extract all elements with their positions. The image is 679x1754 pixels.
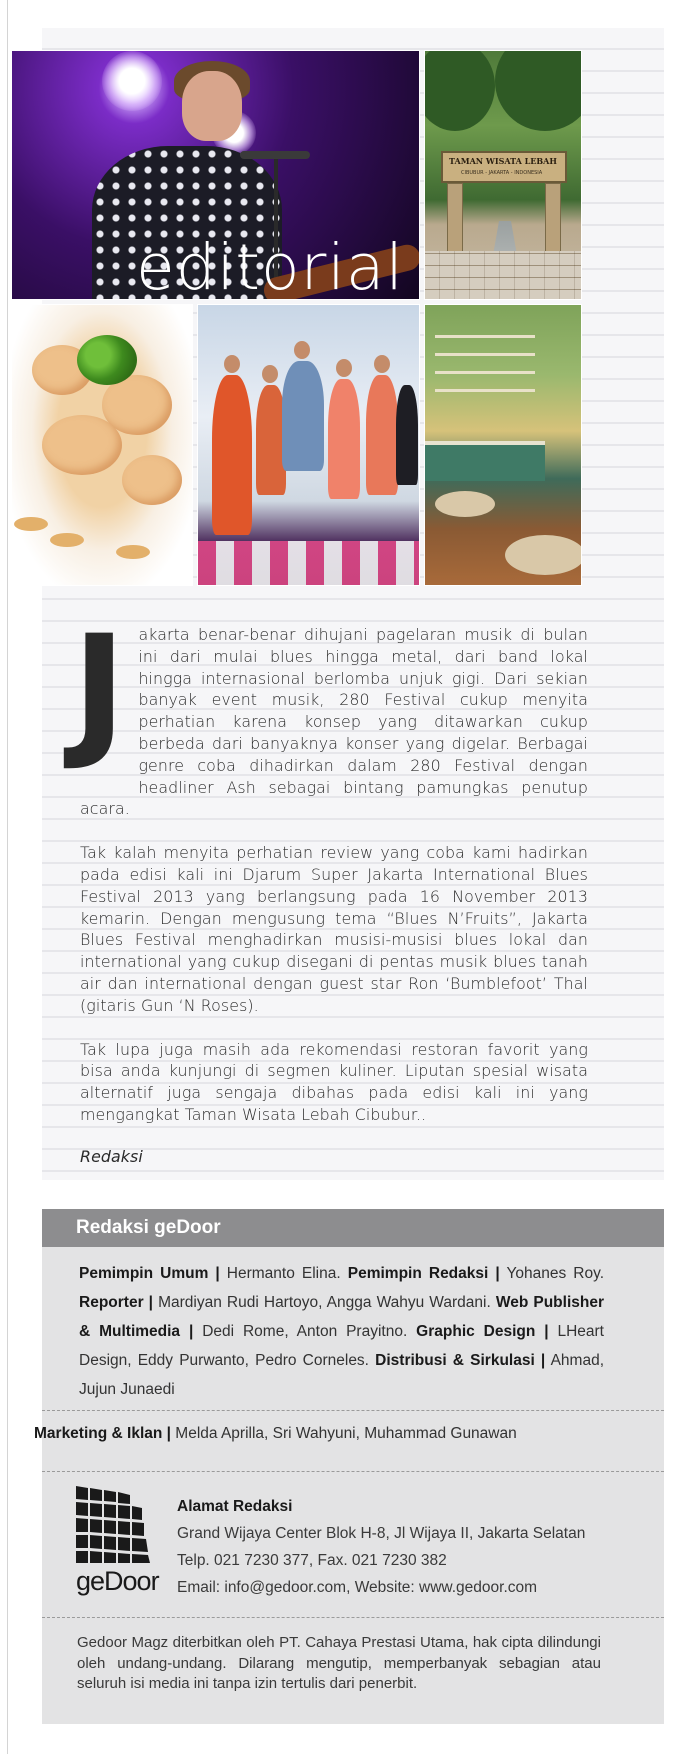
cafe-table xyxy=(505,535,582,575)
model-head xyxy=(294,341,310,359)
article-paragraph-1-text: akarta benar-benar dihujani pagelaran musik di bulan ini dari mulai blues hingga metal, dari band lokal hingga internasional berlomba unjuk gigi. Dari sekian banyak event musik, 280 Festival cukup menyita perhatian karena konsep yang ditawarkan cukup berbeda dari banyaknya konser yang digelar. Berbagai genre coba dihadirkan dalam 280 Festival dengan headliner Ash sebagai bintang pamungkas penutup acara. xyxy=(80,625,588,819)
credit-names: Dedi Rome, Anton Prayitno. xyxy=(202,1323,408,1340)
gedoor-logo-text: geDoor xyxy=(76,1566,159,1596)
model-head xyxy=(262,365,278,383)
credit-names: Ahmad, Jujun Junaedi xyxy=(79,1352,604,1398)
gedoor-logo-grid-icon xyxy=(76,1486,156,1564)
almond-slice xyxy=(116,545,150,559)
cafe-interior-photo xyxy=(424,304,582,586)
pavement xyxy=(425,251,582,300)
credit-names: Yohanes Roy. xyxy=(506,1265,605,1282)
model-coral-dress xyxy=(328,379,360,499)
singer-head xyxy=(182,71,242,141)
almond-slice xyxy=(14,517,48,531)
credit-role: Reporter | xyxy=(79,1294,154,1311)
shrimp xyxy=(42,415,122,475)
cafe-table xyxy=(435,491,495,517)
page-edge-line xyxy=(7,0,8,1754)
dotted-divider xyxy=(42,1471,664,1472)
phone-fax-line: Telp. 021 7230 377, Fax. 021 7230 382 xyxy=(177,1552,447,1569)
gate-pillar xyxy=(447,183,463,253)
model-head xyxy=(336,359,352,377)
stage-spotlight xyxy=(102,51,162,111)
microphone xyxy=(240,151,310,159)
food-photo xyxy=(11,304,193,586)
tree xyxy=(495,50,582,131)
dotted-divider xyxy=(42,1617,664,1618)
almond-slice xyxy=(50,533,84,547)
article-paragraph-3: Tak lupa juga masih ada rekomendasi restoran favorit yang bisa anda kunjungi di segmen kuliner. Liputan spesial wisata alternatif juga sengaja dibahas pada edisi kali ini yang mengangkat Taman Wisata Lebah Cibubur.. xyxy=(80,1039,588,1124)
editorial-article xyxy=(72,604,588,1168)
email-website-line: Email: info@gedoor.com, Website: www.gedoor.com xyxy=(177,1579,538,1596)
article-paragraph-2: Tak kalah menyita perhatian review yang coba kami hadirkan pada edisi kali ini Djarum Super Jakarta International Blues Festival 2013 yang berlangsung pada 16 November 2013 kemarin. Dengan mengusung tema “Blues N’Fruits”, Jakarta Blues Festival menghadirkan musisi-musisi blues lokal dan international yang cukup disegani di pentas musik blues tanah air dan international dengan guest star Ron ‘Bumblefoot’ Thal (gitaris Gun ‘N Roses). xyxy=(80,843,588,1015)
model-orange-dress xyxy=(212,375,252,535)
address-heading: Alamat Redaksi xyxy=(177,1498,293,1515)
parsley-garnish xyxy=(77,335,137,385)
redaksi-title: Redaksi geDoor xyxy=(76,1217,221,1238)
credit-role: Graphic Design | xyxy=(416,1323,549,1340)
credit-names: Melda Aprilla, Sri Wahyuni, Muhammad Gunawan xyxy=(175,1425,517,1442)
model-black-dress xyxy=(396,385,418,485)
credit-names: Hermanto Elina. xyxy=(226,1265,341,1282)
shrimp xyxy=(122,455,182,505)
address-line: Grand Wijaya Center Blok H-8, Jl Wijaya II, Jakarta Selatan xyxy=(177,1525,586,1542)
park-sign-subtext: CIBUBUR - JAKARTA - INDONESIA xyxy=(461,170,543,176)
gedoor-logo xyxy=(76,1486,160,1596)
redaksi-header-bar xyxy=(42,1209,664,1247)
fashion-runway-photo xyxy=(197,304,420,586)
dotted-divider xyxy=(42,1410,664,1411)
credit-role: Distribusi & Sirkulasi | xyxy=(375,1352,546,1369)
editorial-title: editorial xyxy=(136,231,405,304)
cafe-counter xyxy=(425,441,545,481)
cafe-shelf xyxy=(435,335,535,395)
park-gate-photo xyxy=(424,50,582,300)
credit-role: Marketing & Iklan | xyxy=(34,1425,171,1442)
credit-names: LHeart Design, Eddy Purwanto, Pedro Corneles. xyxy=(79,1323,604,1369)
publisher-note: Gedoor Magz diterbitkan oleh PT. Cahaya Prestasi Utama, hak cipta dilindungi oleh undang-undang. Dilarang mengutip, memperbanyak sebagian atau seluruh isi media ini tanpa izin tertulis dari penerbit. xyxy=(77,1634,601,1692)
staff-credits xyxy=(79,1259,604,1404)
park-sign-text: TAMAN WISATA LEBAH xyxy=(449,156,557,166)
park-gate-sign xyxy=(441,151,567,183)
credit-names: Mardiyan Rudi Hartoyo, Angga Wahyu Wardani. xyxy=(158,1294,491,1311)
gate-pillar xyxy=(545,183,561,253)
article-signature: Redaksi xyxy=(80,1146,143,1166)
model-head xyxy=(374,355,390,373)
article-paragraph-1 xyxy=(72,604,588,820)
credit-role: Pemimpin Umum | xyxy=(79,1265,220,1282)
editorial-address xyxy=(177,1493,585,1601)
model-denim-jumpsuit xyxy=(282,361,324,471)
marketing-credits xyxy=(34,1425,517,1443)
model-head xyxy=(224,355,240,373)
tree xyxy=(424,50,495,131)
drop-cap: J xyxy=(72,604,127,774)
credit-role: Web Publisher & Multimedia | xyxy=(79,1294,604,1340)
model-coral-dress xyxy=(366,375,398,495)
credit-role: Pemimpin Redaksi | xyxy=(347,1265,500,1282)
runway-floor xyxy=(198,541,420,585)
